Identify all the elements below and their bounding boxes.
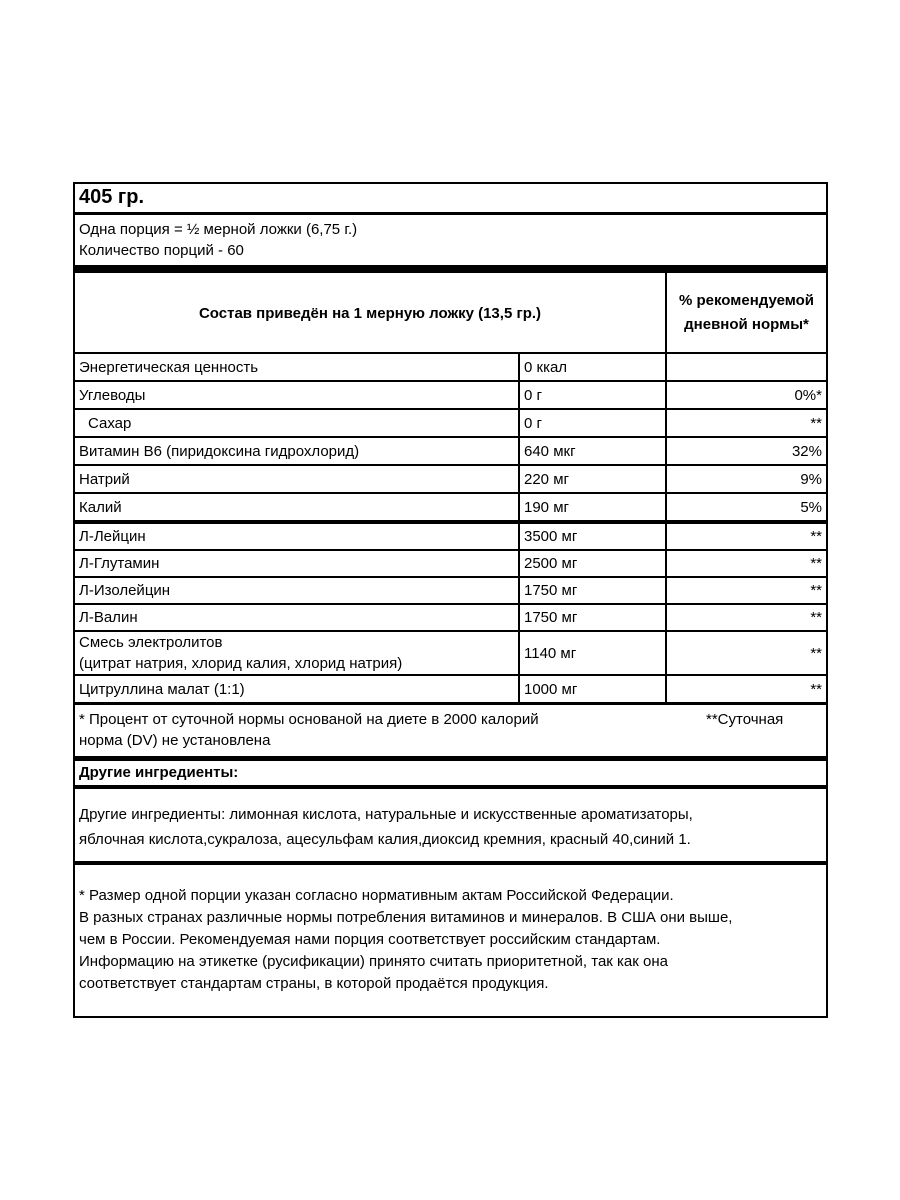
ingredient-dv: ** [810, 680, 822, 698]
thick-divider [75, 756, 826, 761]
other-ingredients-title: Другие ингредиенты: [79, 764, 239, 781]
nutrient-dv [667, 354, 826, 380]
nutrient-name: Натрий [79, 470, 130, 488]
ingredient-dv: ** [810, 555, 822, 572]
ingredient-dv: ** [810, 609, 822, 626]
nutrient-name: Энергетическая ценность [79, 358, 259, 376]
dv-header-line1: % рекомендуемой [678, 292, 815, 309]
servings-count: Количество порций - 60 [79, 242, 244, 259]
ingredient-dv: ** [810, 582, 822, 599]
ingredient-name: Л-Изолейцин [79, 582, 171, 599]
serving-size: Одна порция = ½ мерной ложки (6,75 г.) [79, 221, 358, 238]
ingredient-dv: ** [810, 528, 822, 545]
nutrient-amount: 220 мг [524, 470, 569, 488]
ingredient-name: Л-Лейцин [79, 528, 146, 545]
section-divider [75, 861, 826, 865]
disclaimer-line: чем в России. Рекомендуемая нами порция соответствует российским стандартам. [79, 931, 661, 948]
nutrient-amount: 0 г [524, 414, 542, 432]
disclaimer-line: Информацию на этикетке (русификации) принято считать приоритетной, так как она [79, 953, 668, 970]
nutrient-dv: 5% [800, 498, 822, 516]
nutrient-amount: 640 мкг [524, 442, 576, 460]
ingredient-amount: 2500 мг [524, 555, 578, 572]
regulatory-disclaimer [75, 866, 826, 1016]
footnote-line1: * Процент от суточной нормы основаной на диете в 2000 калорий [79, 711, 539, 728]
dv-header-line2: дневной нормы* [684, 316, 809, 333]
ingredient-amount: 1000 мг [524, 680, 578, 698]
daily-value-footnote [75, 707, 826, 757]
other-ingredients-line: яблочная кислота,сукралоза, ацесульфам калия,диоксид кремния, красный 40,синий 1. [79, 831, 691, 848]
nutrition-label [73, 182, 828, 1018]
ingredient-name: Л-Валин [79, 609, 138, 626]
disclaimer-line: соответствует стандартам страны, в которой продаётся продукция. [79, 975, 549, 992]
serving-info [75, 217, 826, 267]
net-weight: 405 гр. [79, 186, 145, 208]
nutrient-dv: 0%* [794, 386, 822, 404]
ingredient-name: Смесь электролитов [79, 634, 223, 651]
daily-value-header [667, 274, 826, 352]
ingredient-dv: ** [810, 644, 822, 662]
nutrient-dv: 32% [791, 442, 822, 460]
other-ingredients-line: Другие ингредиенты: лимонная кислота, натуральные и искусственные ароматизаторы, [79, 806, 693, 823]
ingredient-amount: 1750 мг [524, 582, 578, 599]
nutrient-name: Калий [79, 498, 122, 516]
nutrient-name: Витамин В6 (пиридоксина гидрохлорид) [79, 442, 360, 460]
divider [75, 212, 826, 215]
section-divider [75, 785, 826, 789]
nutrient-name: Сахар [88, 414, 132, 432]
thick-divider [75, 265, 826, 273]
composition-header: Состав приведён на 1 мерную ложку (13,5 гр.) [198, 304, 542, 322]
ingredient-name-cell [75, 632, 518, 674]
ingredient-name: Л-Глутамин [79, 555, 160, 572]
ingredient-name: Цитруллина малат (1:1) [79, 680, 245, 698]
nutrient-dv: ** [810, 414, 822, 432]
ingredient-amount: 1750 мг [524, 609, 578, 626]
ingredient-name-detail: (цитрат натрия, хлорид калия, хлорид натрия) [79, 655, 403, 672]
column-divider [665, 273, 667, 352]
nutrient-amount: 0 г [524, 386, 542, 404]
footnote-line2: норма (DV) не установлена [79, 732, 271, 749]
nutrient-amount: 190 мг [524, 498, 569, 516]
other-ingredients-text [75, 790, 826, 862]
ingredient-amount: 1140 мг [524, 644, 577, 662]
ingredient-amount: 3500 мг [524, 528, 578, 545]
nutrient-dv: 9% [800, 470, 822, 488]
disclaimer-line: * Размер одной порции указан согласно нормативным актам Российской Федерации. [79, 887, 674, 904]
nutrient-amount: 0 ккал [524, 358, 568, 376]
disclaimer-line: В разных странах различные нормы потребления витаминов и минералов. В США они выше, [79, 909, 733, 926]
footnote-dv-note: **Суточная [706, 711, 784, 728]
section-divider [75, 702, 826, 705]
nutrient-name: Углеводы [79, 386, 146, 404]
